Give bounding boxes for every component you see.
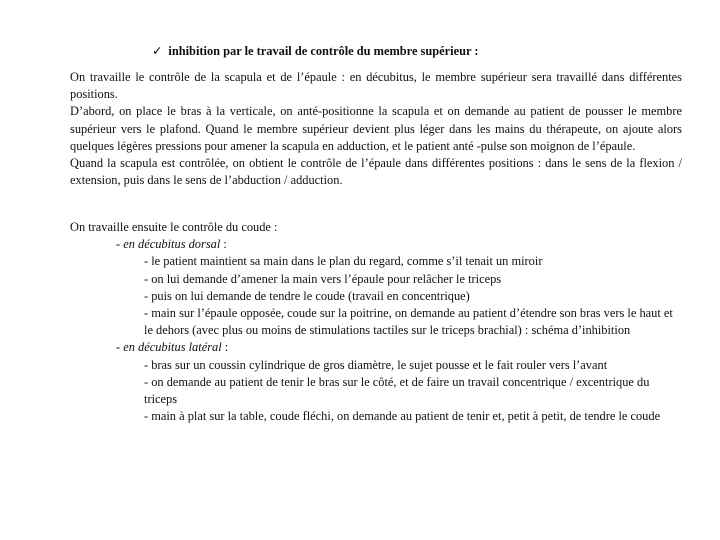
- list-item: - le patient maintient sa main dans le plan du regard, comme s’il tenait un miroir: [144, 254, 543, 269]
- coude-intro: On travaille ensuite le contrôle du coude :: [70, 220, 278, 234]
- dorsal-suffix: :: [220, 237, 227, 252]
- lateral-suffix: :: [221, 340, 229, 355]
- checkmark-icon: ✓: [152, 44, 163, 58]
- section-heading: [152, 43, 479, 60]
- dorsal-subtitle: [116, 236, 682, 253]
- intro-paragraph-2: D’abord, on place le bras à la verticale, on anté-positionne la scapula et on demande au patient de pousser le membre supérieur vers le plafond. Quand le membre supérieur devient plus léger dans les mains du thérapeute, on ajoute alors quelques légères pressions pour amener la scapula en adduction, et le patient anté -pulse son moignon de l’épaule.: [70, 104, 682, 153]
- lateral-title: en décubitus latéral: [123, 340, 222, 355]
- list-item: - main à plat sur la table, coude fléchi, on demande au patient de tenir et, petit à petit, de tendre le coude: [144, 409, 661, 424]
- intro-paragraph-3: Quand la scapula est contrôlée, on obtient le contrôle de l’épaule dans différentes positions : dans le sens de la flexion / extension, puis dans le sens de l’abduction / adduction.: [70, 156, 682, 188]
- lateral-subtitle: [116, 339, 682, 356]
- list-item: - on demande au patient de tenir le bras sur le côté, et de faire un travail concentrique / excentrique du triceps: [144, 374, 650, 407]
- list-item: - on lui demande d’amener la main vers l’épaule pour relâcher le triceps: [144, 271, 502, 286]
- intro-paragraph-1: On travaille le contrôle de la scapula et de l’épaule : en décubitus, le membre supérieur sera travaillé dans différentes positions.: [70, 70, 682, 102]
- list-item: - puis on lui demande de tendre le coude (travail en concentrique): [144, 288, 470, 303]
- intro-block: [70, 69, 682, 189]
- list-item: - bras sur un coussin cylindrique de gros diamètre, le sujet pousse et le fait rouler vers l’avant: [144, 357, 608, 372]
- heading-text: inhibition par le travail de contrôle du membre supérieur :: [168, 44, 479, 58]
- dorsal-title: en décubitus dorsal: [123, 237, 221, 252]
- coude-block: [70, 219, 682, 425]
- dorsal-dash: -: [116, 237, 124, 252]
- lateral-dash: -: [116, 340, 124, 355]
- list-item: - main sur l’épaule opposée, coude sur la poitrine, on demande au patient d’étendre son bras vers le haut et le dehors (avec plus ou moins de stimulations tactiles sur le triceps brachial) : schéma d’inhibition: [144, 306, 673, 338]
